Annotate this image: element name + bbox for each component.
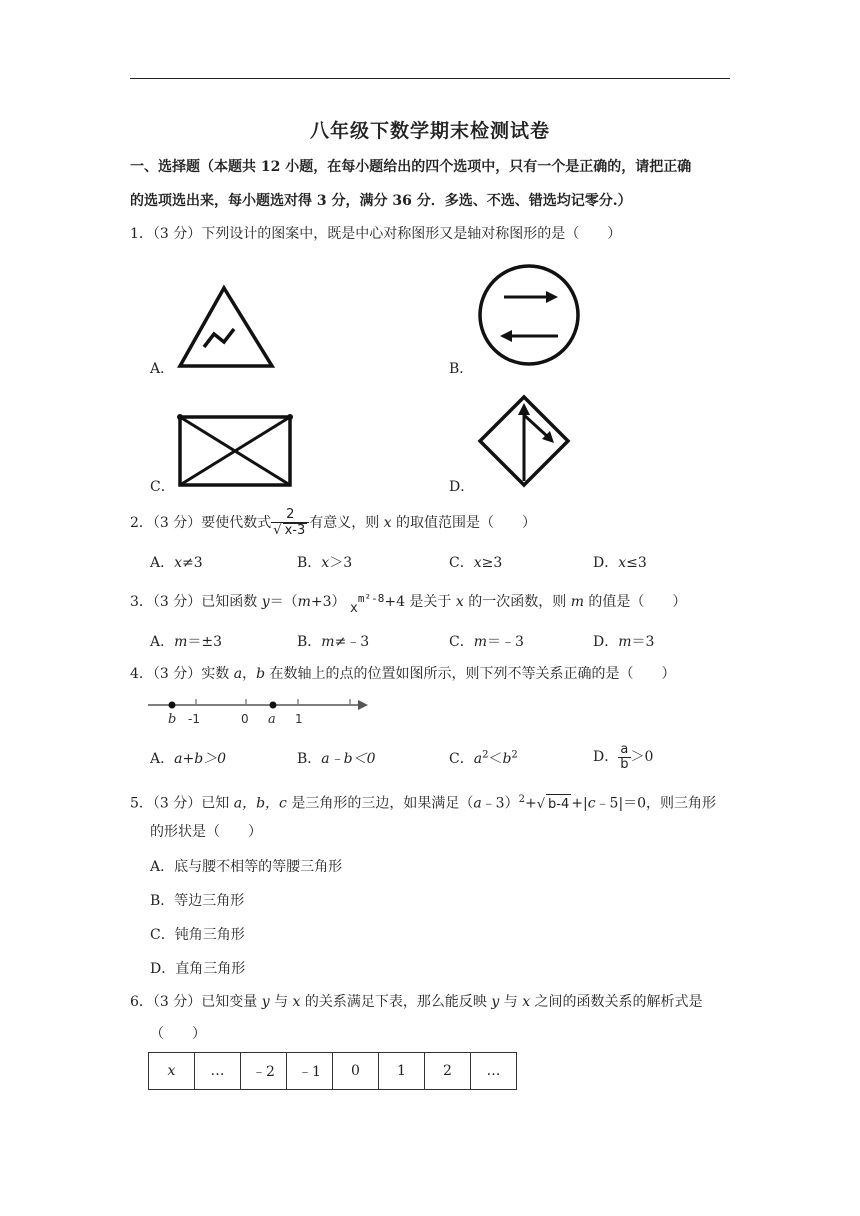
q1-option-c-label: C． <box>150 479 175 495</box>
q4-option-c: C．$a^2<b^2$ <box>449 749 518 767</box>
q5-option-b: B．等边三角形 <box>150 893 245 909</box>
figure-rectangle-diagonals <box>176 413 294 489</box>
q2-option-d: D．x≤3 <box>593 555 647 571</box>
q4-option-a: A．a+b＞0 <box>150 751 227 767</box>
number-line-label-a: a <box>268 712 276 727</box>
table-cell: … <box>195 1053 241 1090</box>
q2-option-b: B．x＞3 <box>297 555 353 571</box>
q2-suffix-a: 有意义，则 <box>309 515 384 531</box>
q1-option-a-label: A． <box>150 361 175 377</box>
number-line-label-minus1: -1 <box>188 712 200 726</box>
header-rule <box>130 78 730 79</box>
figure-triangle-zigzag <box>176 284 276 370</box>
number-line-point-a <box>270 702 277 709</box>
number-line-label-1: 1 <box>295 712 303 726</box>
number-line-label-b: b <box>168 712 177 727</box>
q2-frac-num: 2 <box>271 508 309 523</box>
q2-prefix: 2．（3 分）要使代数式 <box>130 515 272 531</box>
q5-radicand: b-4 <box>546 794 571 815</box>
table-cell: 1 <box>379 1053 425 1090</box>
table-cell: 0 <box>333 1053 379 1090</box>
q2-var: x <box>383 515 392 531</box>
q3-option-c: C．m＝﹣3 <box>449 634 524 650</box>
table-cell: ﹣2 <box>241 1053 287 1090</box>
q1-option-d-label: D． <box>449 479 475 495</box>
question-6: 6．（3 分）已知变量 y 与 x 的关系满足下表，那么能反映 y 与 x 之间的函数关系的解析式是 <box>130 994 703 1010</box>
q3-option-b: B．m≠﹣3 <box>297 634 370 650</box>
q4-option-d: D． $\frac{a}{b}$ ＞0 <box>593 741 654 772</box>
q3-exponent: m²-8 <box>357 592 385 605</box>
q2-fraction: $\frac{2}{√ x-3}$ <box>271 508 309 538</box>
question-1: 1．（3 分）下列设计的图案中，既是中心对称图形又是轴对称图形的是（ ） <box>130 226 622 242</box>
table-row <box>149 1053 517 1090</box>
number-line-point-b <box>169 702 176 709</box>
number-line-label-0: 0 <box>241 712 249 726</box>
question-3: 3．（3 分）已知函数 y＝（m+3） $x^{m^2-8}+4$ 是关于 x 的一次函数，则 m 的值是（ ） <box>130 592 687 616</box>
q2-option-a: A．x≠3 <box>150 555 203 571</box>
question-4: 4．（3 分）实数 a，b 在数轴上的点的位置如图所示，则下列不等关系正确的是（ ） <box>130 666 676 682</box>
q1-option-b-label: B． <box>449 361 474 377</box>
section-heading <box>130 150 740 218</box>
question-2 <box>130 506 536 540</box>
q5-option-c: C．钝角三角形 <box>150 927 245 943</box>
q3-option-d: D．m＝3 <box>593 634 655 650</box>
q3-base: x <box>350 601 358 616</box>
q5-option-d: D．直角三角形 <box>150 961 246 977</box>
table-cell: … <box>471 1053 517 1090</box>
q4-option-b: B．a﹣b＜0 <box>297 751 376 767</box>
section-heading-line1: 一、选择题（本题共 12 小题，在每小题给出的四个选项中，只有一个是正确的，请把正确 <box>130 159 692 175</box>
table-cell: x <box>149 1053 195 1090</box>
q5-option-a: A．底与腰不相等的等腰三角形 <box>150 859 343 875</box>
table-cell: 2 <box>425 1053 471 1090</box>
q2-option-c: C．x≥3 <box>449 555 503 571</box>
q2-frac-den: x-3 <box>284 523 306 538</box>
q3-option-a: A．m＝±3 <box>150 634 223 650</box>
number-line <box>146 694 374 728</box>
table-cell: ﹣1 <box>287 1053 333 1090</box>
figure-diamond-arrows <box>476 393 572 489</box>
question-6-line2: （ ） <box>150 1026 206 1042</box>
value-table <box>148 1052 517 1090</box>
question-5-line2: 的形状是（ ） <box>150 824 262 840</box>
q2-suffix-b: 的取值范围是（ ） <box>391 515 537 531</box>
question-5: 5．（3 分）已知 a，b，c 是三角形的三边，如果满足（a﹣3）$^2$+√ b-4 +|c﹣5|＝0，则三角形 <box>130 790 716 815</box>
figure-circle-arrows <box>476 262 582 368</box>
number-line-arrow <box>358 700 368 710</box>
section-heading-line2: 的选项选出来，每小题选对得 3 分，满分 36 分．多选、不选、错选均记零分.） <box>130 193 632 209</box>
page-title: 八年级下数学期末检测试卷 <box>309 120 550 142</box>
